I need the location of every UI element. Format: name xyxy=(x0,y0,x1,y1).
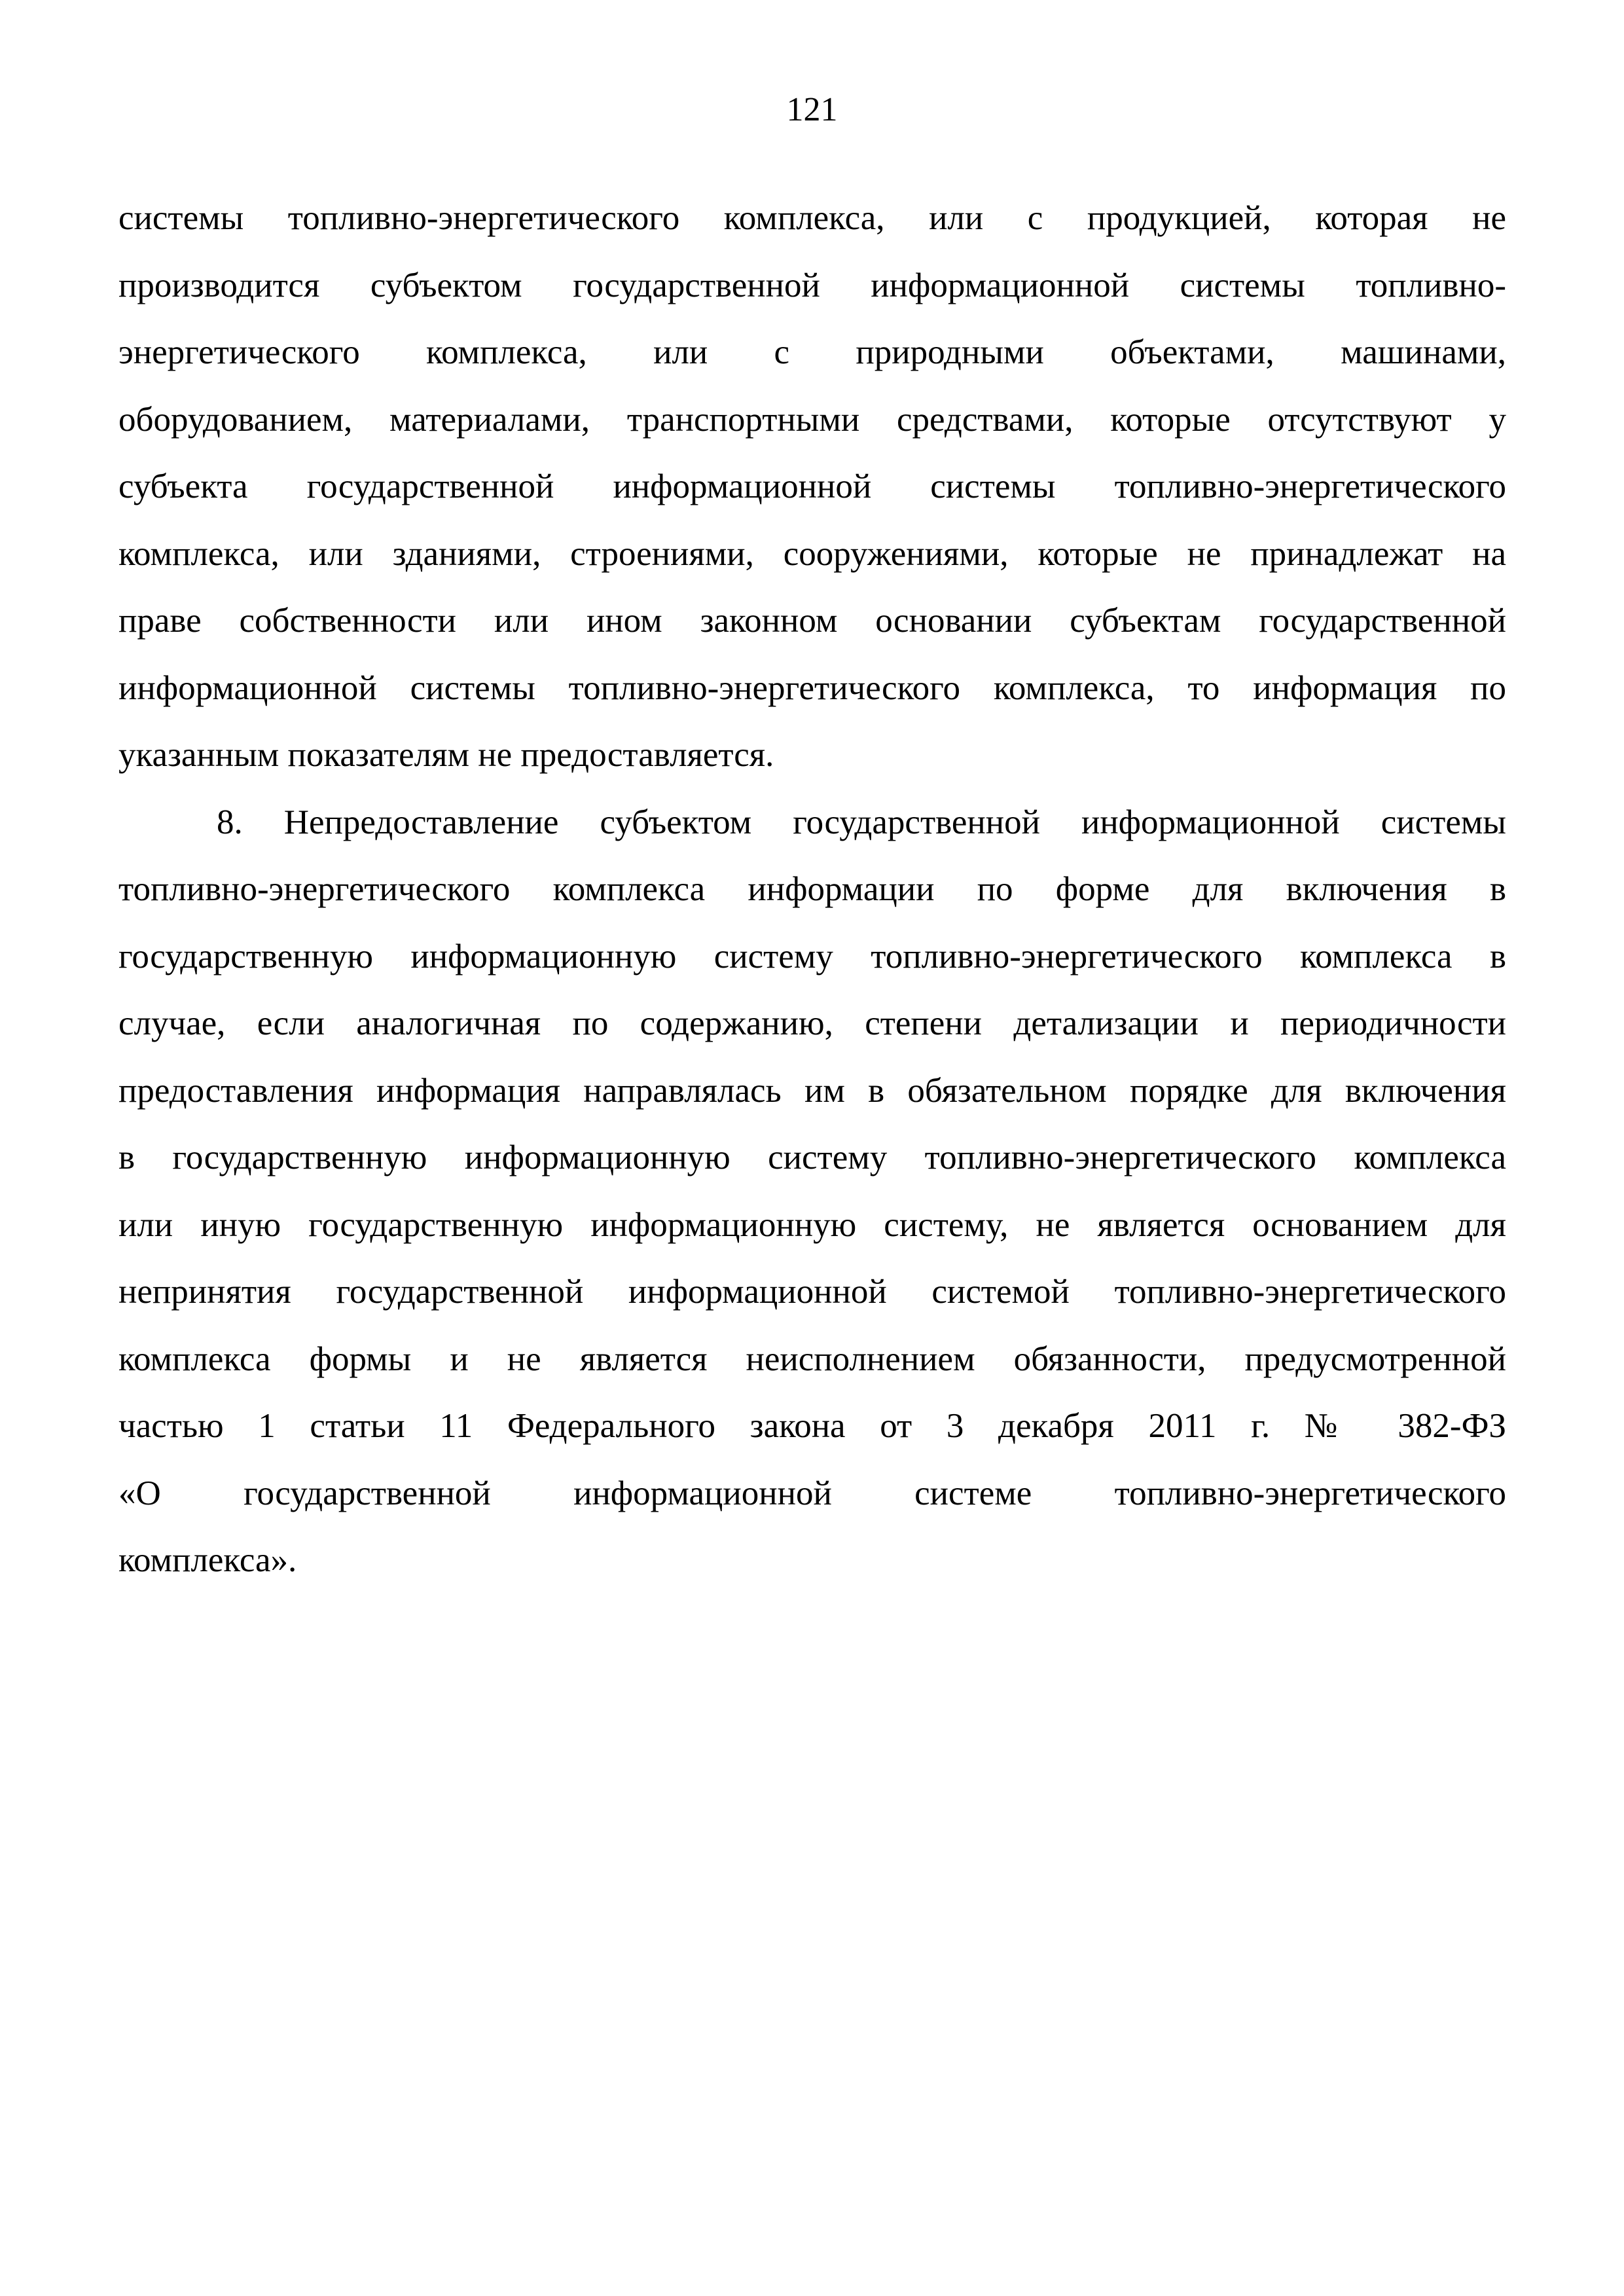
text-line: энергетического комплекса, или с природными объектами, машинами, xyxy=(118,333,1506,371)
text-line: топливно-энергетического комплекса информации по форме для включения в xyxy=(118,870,1506,908)
text-line: предоставления информация направлялась им в обязательном порядке для включения xyxy=(118,1071,1506,1110)
text-line: государственную информационную систему топливно-энергетического комплекса в xyxy=(118,937,1506,975)
paragraph-continuation xyxy=(118,185,1506,789)
text-line: случае, если аналогичная по содержанию, степени детализации и периодичности xyxy=(118,1004,1506,1042)
text-line: комплекса, или зданиями, строениями, сооружениями, которые не принадлежат на xyxy=(118,534,1506,573)
page-number: 121 xyxy=(786,91,838,128)
document-body xyxy=(118,185,1506,1594)
text-line: комплекса». xyxy=(118,1541,297,1579)
text-line: системы топливно-энергетического комплекса, или с продукцией, которая не xyxy=(118,199,1506,237)
text-line: указанным показателям не предоставляется. xyxy=(118,736,774,774)
paragraph-8 xyxy=(118,789,1506,1594)
text-line: непринятия государственной информационной системой топливно-энергетического xyxy=(118,1273,1506,1311)
text-line: комплекса формы и не является неисполнением обязанности, предусмотренной xyxy=(118,1339,1506,1378)
text-line: в государственную информационную систему топливно-энергетического комплекса xyxy=(118,1139,1506,1176)
text-line: информационной системы топливно-энергетического комплекса, то информация по xyxy=(118,668,1506,707)
text-line: 8. Непредоставление субъектом государственной информационной системы xyxy=(217,803,1506,841)
text-line: оборудованием, материалами, транспортными средствами, которые отсутствуют у xyxy=(118,400,1506,439)
text-line: или иную государственную информационную систему, не является основанием для xyxy=(118,1205,1506,1244)
text-line: праве собственности или ином законном основании субъектам государственной xyxy=(118,602,1506,640)
text-line: «О государственной информационной системе топливно-энергетического xyxy=(118,1474,1506,1512)
text-line: субъекта государственной информационной системы топливно-энергетического xyxy=(118,467,1506,505)
text-line: частью 1 статьи 11 Федерального закона от 3 декабря 2011 г. № 382-ФЗ xyxy=(118,1407,1506,1445)
text-line: производится субъектом государственной информационной системы топливно- xyxy=(118,266,1506,304)
